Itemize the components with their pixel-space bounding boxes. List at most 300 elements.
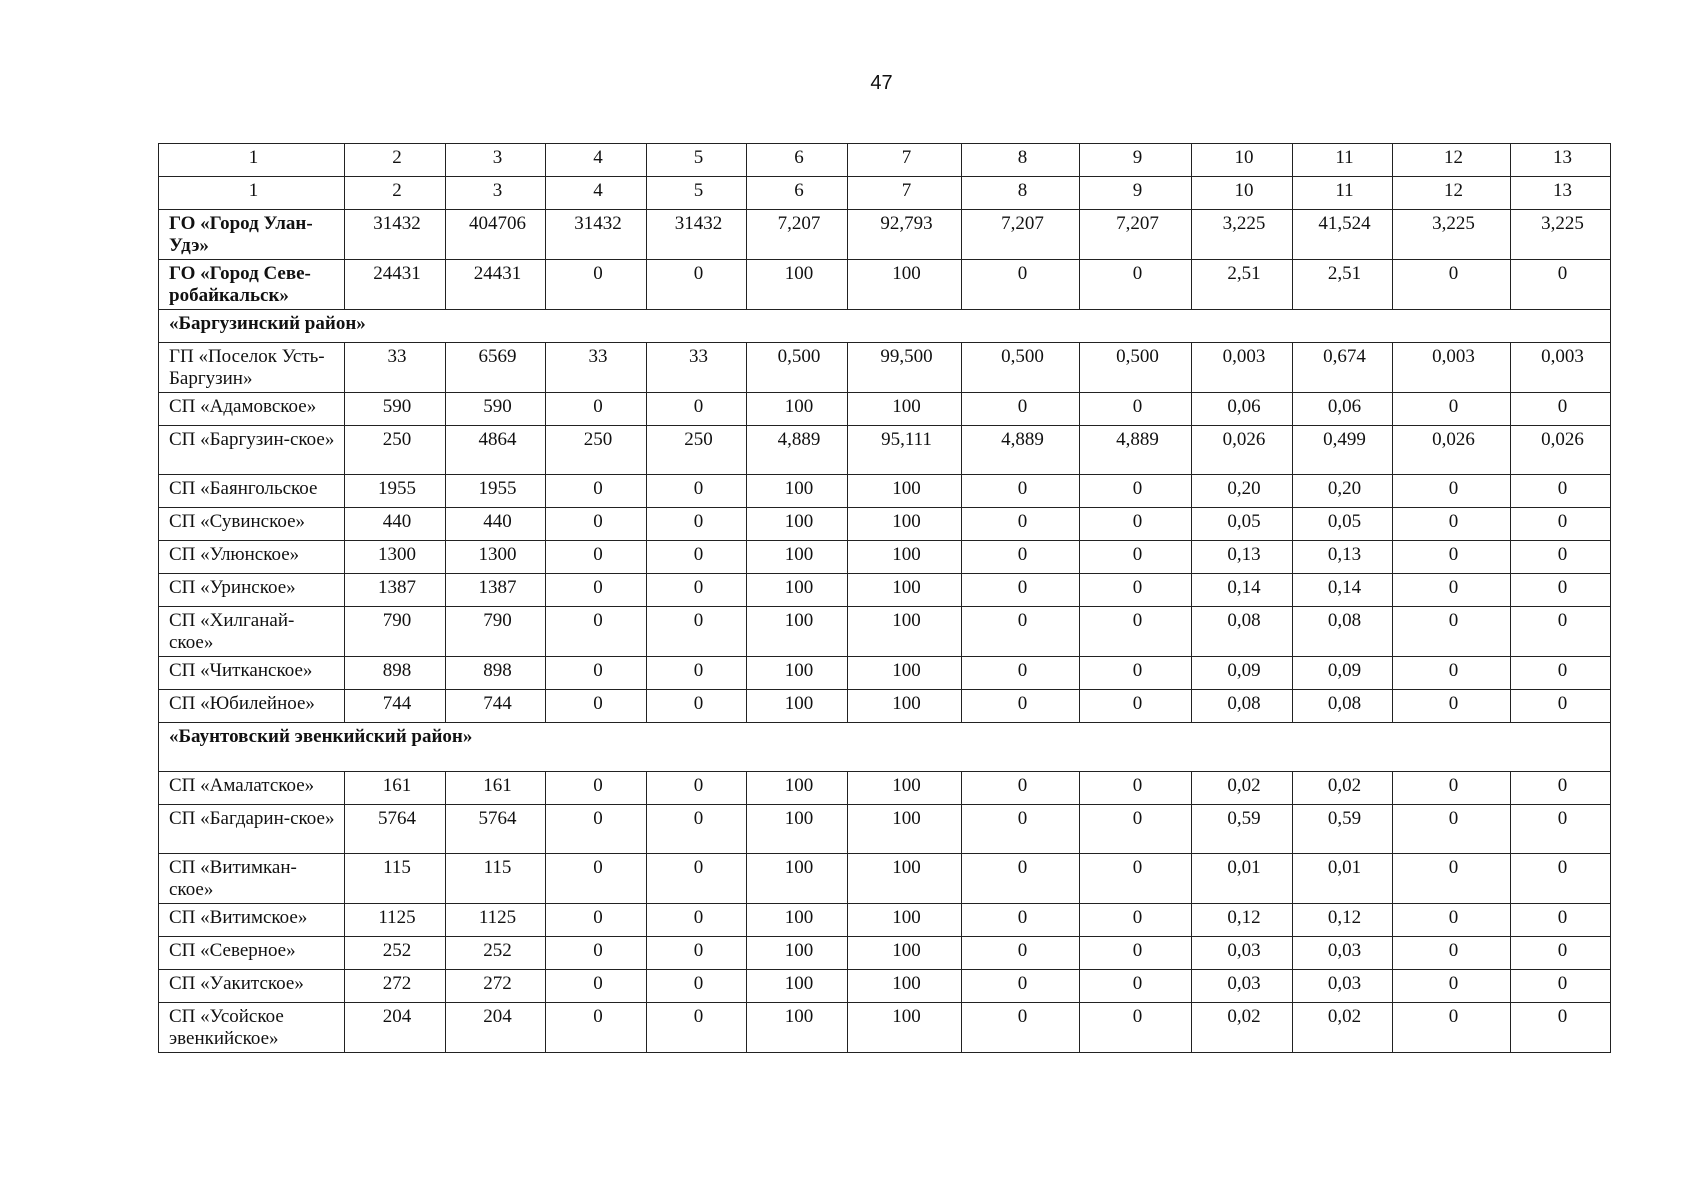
value-cell: 100	[848, 260, 962, 310]
value-cell: 0	[962, 607, 1080, 657]
value-cell: 0	[546, 260, 647, 310]
value-cell: 404706	[446, 210, 546, 260]
value-cell: 0	[1080, 393, 1192, 426]
column-number-cell: 4	[546, 177, 647, 210]
value-cell: 0	[962, 772, 1080, 805]
table-row	[159, 260, 1611, 310]
column-number-cell: 8	[962, 144, 1080, 177]
value-cell: 3,225	[1511, 210, 1611, 260]
value-cell: 0	[1393, 508, 1511, 541]
column-number-cell: 6	[747, 144, 848, 177]
value-cell: 0	[962, 904, 1080, 937]
table-row	[159, 657, 1611, 690]
value-cell: 0,14	[1293, 574, 1393, 607]
settlement-name-cell: СП «Уакитское»	[159, 970, 345, 1003]
table-row	[159, 426, 1611, 475]
value-cell: 0	[962, 393, 1080, 426]
value-cell: 33	[546, 343, 647, 393]
value-cell: 0	[1080, 690, 1192, 723]
value-cell: 2,51	[1293, 260, 1393, 310]
value-cell: 4,889	[747, 426, 848, 475]
value-cell: 100	[848, 690, 962, 723]
value-cell: 0	[546, 541, 647, 574]
column-number-cell: 5	[647, 144, 747, 177]
value-cell: 0,026	[1393, 426, 1511, 475]
value-cell: 0,03	[1293, 970, 1393, 1003]
value-cell: 100	[848, 657, 962, 690]
value-cell: 0,03	[1192, 970, 1293, 1003]
value-cell: 440	[446, 508, 546, 541]
value-cell: 100	[848, 607, 962, 657]
value-cell: 1125	[446, 904, 546, 937]
value-cell: 0,12	[1192, 904, 1293, 937]
value-cell: 0,13	[1192, 541, 1293, 574]
settlement-name-cell: СП «Северное»	[159, 937, 345, 970]
table-row	[159, 541, 1611, 574]
value-cell: 898	[446, 657, 546, 690]
value-cell: 3,225	[1192, 210, 1293, 260]
value-cell: 0	[546, 475, 647, 508]
value-cell: 7,207	[747, 210, 848, 260]
value-cell: 4,889	[1080, 426, 1192, 475]
settlement-name-cell: СП «Багдарин-ское»	[159, 805, 345, 854]
table-row	[159, 772, 1611, 805]
value-cell: 0	[546, 690, 647, 723]
value-cell: 0,003	[1511, 343, 1611, 393]
value-cell: 0	[1080, 574, 1192, 607]
value-cell: 0	[647, 393, 747, 426]
value-cell: 0	[1511, 772, 1611, 805]
value-cell: 0,05	[1293, 508, 1393, 541]
value-cell: 100	[848, 393, 962, 426]
settlement-name-cell: ГО «Город Севе-робайкальск»	[159, 260, 345, 310]
column-number-cell: 2	[345, 177, 446, 210]
value-cell: 0,20	[1192, 475, 1293, 508]
value-cell: 99,500	[848, 343, 962, 393]
value-cell: 252	[446, 937, 546, 970]
value-cell: 100	[747, 574, 848, 607]
value-cell: 100	[747, 475, 848, 508]
value-cell: 0	[647, 854, 747, 904]
value-cell: 100	[747, 541, 848, 574]
value-cell: 0,02	[1192, 1003, 1293, 1053]
column-number-cell: 10	[1192, 177, 1293, 210]
table-row	[159, 393, 1611, 426]
value-cell: 0	[647, 1003, 747, 1053]
value-cell: 95,111	[848, 426, 962, 475]
value-cell: 100	[848, 508, 962, 541]
value-cell: 33	[647, 343, 747, 393]
value-cell: 100	[848, 937, 962, 970]
value-cell: 0	[1080, 541, 1192, 574]
value-cell: 0,08	[1293, 607, 1393, 657]
value-cell: 0,06	[1293, 393, 1393, 426]
value-cell: 100	[747, 690, 848, 723]
table-body	[159, 144, 1611, 1053]
value-cell: 898	[345, 657, 446, 690]
value-cell: 0	[1080, 1003, 1192, 1053]
value-cell: 0	[1080, 260, 1192, 310]
value-cell: 5764	[345, 805, 446, 854]
value-cell: 0,03	[1192, 937, 1293, 970]
value-cell: 0	[962, 657, 1080, 690]
value-cell: 0	[1511, 904, 1611, 937]
value-cell: 100	[848, 475, 962, 508]
value-cell: 161	[345, 772, 446, 805]
value-cell: 0	[1511, 574, 1611, 607]
settlement-name-cell: ГП «Поселок Усть-Баргузин»	[159, 343, 345, 393]
value-cell: 100	[747, 970, 848, 1003]
column-number-cell: 13	[1511, 177, 1611, 210]
value-cell: 250	[647, 426, 747, 475]
value-cell: 0	[1080, 937, 1192, 970]
column-number-cell: 1	[159, 144, 345, 177]
settlement-name-cell: СП «Усойское эвенкийское»	[159, 1003, 345, 1053]
section-title: «Баунтовский эвенкийский район»	[159, 723, 1611, 772]
value-cell: 0	[647, 805, 747, 854]
value-cell: 100	[747, 937, 848, 970]
value-cell: 24431	[446, 260, 546, 310]
value-cell: 0	[546, 854, 647, 904]
value-cell: 31432	[546, 210, 647, 260]
value-cell: 0	[1080, 508, 1192, 541]
value-cell: 1125	[345, 904, 446, 937]
value-cell: 0	[1393, 970, 1511, 1003]
value-cell: 0	[1393, 607, 1511, 657]
value-cell: 100	[848, 970, 962, 1003]
value-cell: 0	[1511, 657, 1611, 690]
column-number-cell: 9	[1080, 177, 1192, 210]
value-cell: 790	[446, 607, 546, 657]
settlement-name-cell: СП «Адамовское»	[159, 393, 345, 426]
column-number-cell: 12	[1393, 177, 1511, 210]
value-cell: 3,225	[1393, 210, 1511, 260]
value-cell: 0,14	[1192, 574, 1293, 607]
value-cell: 0	[962, 475, 1080, 508]
value-cell: 24431	[345, 260, 446, 310]
value-cell: 0	[1393, 541, 1511, 574]
value-cell: 0,20	[1293, 475, 1393, 508]
value-cell: 0	[1080, 772, 1192, 805]
value-cell: 100	[747, 1003, 848, 1053]
table-row	[159, 607, 1611, 657]
column-number-cell: 10	[1192, 144, 1293, 177]
value-cell: 0	[1393, 574, 1511, 607]
value-cell: 252	[345, 937, 446, 970]
value-cell: 0,02	[1192, 772, 1293, 805]
column-number-cell: 8	[962, 177, 1080, 210]
value-cell: 0	[647, 574, 747, 607]
column-number-cell: 13	[1511, 144, 1611, 177]
table-row	[159, 854, 1611, 904]
value-cell: 100	[747, 657, 848, 690]
value-cell: 1387	[446, 574, 546, 607]
value-cell: 0	[546, 904, 647, 937]
value-cell: 0	[1511, 541, 1611, 574]
value-cell: 1955	[446, 475, 546, 508]
value-cell: 0	[647, 508, 747, 541]
value-cell: 100	[848, 904, 962, 937]
value-cell: 0	[1511, 607, 1611, 657]
value-cell: 0,08	[1192, 690, 1293, 723]
value-cell: 0	[1511, 393, 1611, 426]
value-cell: 440	[345, 508, 446, 541]
value-cell: 0	[1511, 970, 1611, 1003]
value-cell: 0,08	[1293, 690, 1393, 723]
column-number-cell: 7	[848, 144, 962, 177]
value-cell: 0,02	[1293, 1003, 1393, 1053]
value-cell: 0	[647, 937, 747, 970]
value-cell: 0	[1393, 805, 1511, 854]
value-cell: 0	[1393, 657, 1511, 690]
data-table	[158, 143, 1611, 1053]
value-cell: 0	[1511, 690, 1611, 723]
settlement-name-cell: СП «Юбилейное»	[159, 690, 345, 723]
value-cell: 0	[546, 772, 647, 805]
value-cell: 0	[647, 260, 747, 310]
column-number-cell: 3	[446, 177, 546, 210]
column-number-cell: 4	[546, 144, 647, 177]
value-cell: 0	[647, 772, 747, 805]
value-cell: 0	[1393, 1003, 1511, 1053]
value-cell: 0,026	[1511, 426, 1611, 475]
value-cell: 100	[747, 772, 848, 805]
value-cell: 204	[345, 1003, 446, 1053]
header-row	[159, 144, 1611, 177]
settlement-name-cell: СП «Читканское»	[159, 657, 345, 690]
settlement-name-cell: СП «Витимкан-ское»	[159, 854, 345, 904]
value-cell: 0	[962, 260, 1080, 310]
value-cell: 100	[747, 260, 848, 310]
column-number-cell: 11	[1293, 144, 1393, 177]
table-row	[159, 970, 1611, 1003]
settlement-name-cell: СП «Хилганай-ское»	[159, 607, 345, 657]
value-cell: 100	[747, 607, 848, 657]
value-cell: 0,026	[1192, 426, 1293, 475]
value-cell: 590	[345, 393, 446, 426]
value-cell: 0	[1080, 805, 1192, 854]
value-cell: 100	[848, 574, 962, 607]
value-cell: 0	[647, 607, 747, 657]
value-cell: 4,889	[962, 426, 1080, 475]
column-number-cell: 11	[1293, 177, 1393, 210]
column-number-cell: 12	[1393, 144, 1511, 177]
value-cell: 0,003	[1192, 343, 1293, 393]
column-number-cell: 2	[345, 144, 446, 177]
value-cell: 100	[747, 904, 848, 937]
table-row	[159, 475, 1611, 508]
value-cell: 590	[446, 393, 546, 426]
value-cell: 1387	[345, 574, 446, 607]
value-cell: 100	[747, 805, 848, 854]
value-cell: 0,03	[1293, 937, 1393, 970]
value-cell: 0	[546, 393, 647, 426]
value-cell: 0	[647, 904, 747, 937]
value-cell: 0	[1511, 260, 1611, 310]
value-cell: 0,13	[1293, 541, 1393, 574]
section-row	[159, 310, 1611, 343]
value-cell: 0	[546, 607, 647, 657]
value-cell: 0	[1393, 393, 1511, 426]
table-row	[159, 508, 1611, 541]
settlement-name-cell: СП «Амалатское»	[159, 772, 345, 805]
value-cell: 0,674	[1293, 343, 1393, 393]
value-cell: 0	[546, 1003, 647, 1053]
value-cell: 1300	[446, 541, 546, 574]
value-cell: 0,09	[1192, 657, 1293, 690]
value-cell: 0	[647, 657, 747, 690]
value-cell: 744	[446, 690, 546, 723]
table-row	[159, 343, 1611, 393]
value-cell: 250	[345, 426, 446, 475]
value-cell: 115	[446, 854, 546, 904]
value-cell: 0	[1393, 690, 1511, 723]
value-cell: 0,500	[747, 343, 848, 393]
value-cell: 5764	[446, 805, 546, 854]
value-cell: 0	[546, 657, 647, 690]
value-cell: 0	[1511, 475, 1611, 508]
value-cell: 0	[962, 1003, 1080, 1053]
settlement-name-cell: СП «Баргузин-ское»	[159, 426, 345, 475]
value-cell: 0	[1393, 937, 1511, 970]
value-cell: 92,793	[848, 210, 962, 260]
value-cell: 0	[1393, 475, 1511, 508]
value-cell: 0	[1511, 508, 1611, 541]
value-cell: 0	[1393, 772, 1511, 805]
value-cell: 1300	[345, 541, 446, 574]
value-cell: 0	[1080, 657, 1192, 690]
value-cell: 0	[962, 541, 1080, 574]
value-cell: 4864	[446, 426, 546, 475]
value-cell: 0	[546, 508, 647, 541]
value-cell: 0	[1080, 970, 1192, 1003]
value-cell: 41,524	[1293, 210, 1393, 260]
value-cell: 7,207	[1080, 210, 1192, 260]
value-cell: 100	[747, 393, 848, 426]
value-cell: 100	[848, 1003, 962, 1053]
value-cell: 161	[446, 772, 546, 805]
value-cell: 0,02	[1293, 772, 1393, 805]
table-row	[159, 904, 1611, 937]
column-number-cell: 6	[747, 177, 848, 210]
value-cell: 0	[962, 508, 1080, 541]
value-cell: 0	[1393, 854, 1511, 904]
value-cell: 31432	[345, 210, 446, 260]
value-cell: 0	[647, 541, 747, 574]
value-cell: 0	[647, 970, 747, 1003]
table-row	[159, 1003, 1611, 1053]
value-cell: 0	[1080, 904, 1192, 937]
section-row	[159, 723, 1611, 772]
value-cell: 0	[962, 854, 1080, 904]
column-number-cell: 7	[848, 177, 962, 210]
value-cell: 0	[962, 690, 1080, 723]
value-cell: 0,05	[1192, 508, 1293, 541]
value-cell: 0,01	[1293, 854, 1393, 904]
value-cell: 0,08	[1192, 607, 1293, 657]
value-cell: 272	[345, 970, 446, 1003]
value-cell: 0	[546, 574, 647, 607]
value-cell: 272	[446, 970, 546, 1003]
value-cell: 0	[962, 805, 1080, 854]
value-cell: 31432	[647, 210, 747, 260]
value-cell: 100	[848, 854, 962, 904]
table-row	[159, 937, 1611, 970]
value-cell: 2,51	[1192, 260, 1293, 310]
value-cell: 0	[647, 475, 747, 508]
value-cell: 0	[1511, 854, 1611, 904]
value-cell: 0	[1080, 854, 1192, 904]
value-cell: 100	[747, 854, 848, 904]
value-cell: 100	[848, 541, 962, 574]
value-cell: 0	[1080, 475, 1192, 508]
value-cell: 744	[345, 690, 446, 723]
value-cell: 0	[1511, 937, 1611, 970]
settlement-name-cell: ГО «Город Улан-Удэ»	[159, 210, 345, 260]
value-cell: 790	[345, 607, 446, 657]
value-cell: 7,207	[962, 210, 1080, 260]
column-number-cell: 9	[1080, 144, 1192, 177]
column-number-cell: 3	[446, 144, 546, 177]
table-row	[159, 805, 1611, 854]
value-cell: 0	[1511, 805, 1611, 854]
value-cell: 0	[962, 574, 1080, 607]
value-cell: 0,003	[1393, 343, 1511, 393]
value-cell: 115	[345, 854, 446, 904]
value-cell: 0	[546, 805, 647, 854]
table-row	[159, 574, 1611, 607]
table-row	[159, 210, 1611, 260]
value-cell: 100	[747, 508, 848, 541]
settlement-name-cell: СП «Сувинское»	[159, 508, 345, 541]
value-cell: 0	[962, 937, 1080, 970]
settlement-name-cell: СП «Улюнское»	[159, 541, 345, 574]
value-cell: 0,500	[962, 343, 1080, 393]
value-cell: 0	[647, 690, 747, 723]
value-cell: 0	[1511, 1003, 1611, 1053]
value-cell: 0	[1393, 260, 1511, 310]
value-cell: 100	[848, 772, 962, 805]
column-number-cell: 1	[159, 177, 345, 210]
value-cell: 204	[446, 1003, 546, 1053]
value-cell: 0,01	[1192, 854, 1293, 904]
value-cell: 0,59	[1293, 805, 1393, 854]
value-cell: 100	[848, 805, 962, 854]
value-cell: 0	[1393, 904, 1511, 937]
value-cell: 0	[546, 970, 647, 1003]
value-cell: 0,12	[1293, 904, 1393, 937]
value-cell: 0,499	[1293, 426, 1393, 475]
value-cell: 33	[345, 343, 446, 393]
settlement-name-cell: СП «Уринское»	[159, 574, 345, 607]
column-number-cell: 5	[647, 177, 747, 210]
section-title: «Баргузинский район»	[159, 310, 1611, 343]
table-row	[159, 690, 1611, 723]
value-cell: 1955	[345, 475, 446, 508]
header-row	[159, 177, 1611, 210]
settlement-name-cell: СП «Баянгольское	[159, 475, 345, 508]
value-cell: 0,500	[1080, 343, 1192, 393]
value-cell: 0,59	[1192, 805, 1293, 854]
page-number: 47	[870, 72, 893, 94]
value-cell: 0	[962, 970, 1080, 1003]
value-cell: 0	[1080, 607, 1192, 657]
value-cell: 250	[546, 426, 647, 475]
value-cell: 0,09	[1293, 657, 1393, 690]
value-cell: 6569	[446, 343, 546, 393]
settlement-name-cell: СП «Витимское»	[159, 904, 345, 937]
value-cell: 0	[546, 937, 647, 970]
